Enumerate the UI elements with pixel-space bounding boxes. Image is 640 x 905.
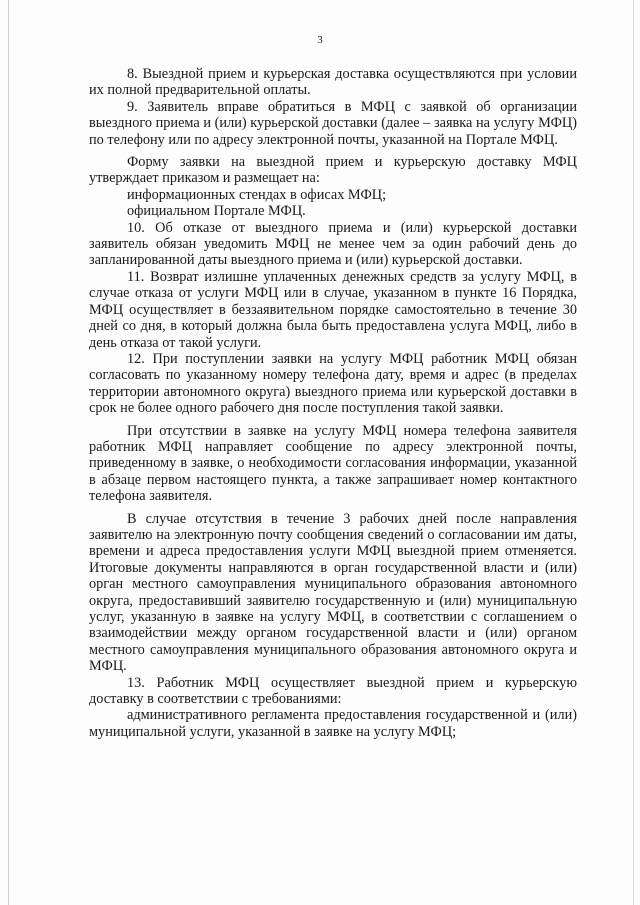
paragraph-9: 9. Заявитель вправе обратиться в МФЦ с заявкой об организации выездного приема и (или) курьерской доставки (далее – заявка на услугу МФЦ) по телефону или по адресу электронной почты, указанной на Портале МФЦ. [89, 98, 577, 148]
list-item-admin-regulation: административного регламента предоставления государственной и (или) муниципальной услуги, указанной в заявке на услугу МФЦ; [89, 707, 577, 740]
list-item-portal: официальном Портале МФЦ. [127, 203, 306, 220]
page-number: 3 [317, 34, 323, 46]
paragraph-13: 13. Работник МФЦ осуществляет выездной прием и курьерскую доставку в соответствии с требованиями: [89, 674, 577, 708]
scan-edge-left [8, 0, 9, 905]
list-item-info-stands: информационных стендах в офисах МФЦ; [127, 186, 387, 203]
scan-edge-right [633, 0, 634, 905]
paragraph-12-no-response: В случае отсутствия в течение 3 рабочих дней после направления заявителю на электронную почту сообщения сведений о согласовании им даты, времени и адреса предоставления услуги МФЦ выездной прием отменяется. Итоговые документы направляются в орган государственной власти и (или) орган местного самоуправления муниципального образования автономного округа, предоставивший заявителю государственную и (или) муниципальную услуг, указанную в заявке на услугу МФЦ, в соответствии с соглашением о взаимодействии между органом государственной власти и (или) органом местного самоуправления муниципального образования автономного округа и МФЦ. [89, 510, 577, 675]
paragraph-form-intro: Форму заявки на выездной прием и курьерскую доставку МФЦ утверждает приказом и размещает на: [89, 154, 577, 187]
paragraph-10: 10. Об отказе от выездного приема и (или) курьерской доставки заявитель обязан уведомить МФЦ не менее чем за один рабочий день до запланированной даты выездного приема и (или) курьерской доставки. [89, 219, 577, 269]
document-body [89, 66, 577, 740]
paragraph-12-no-phone: При отсутствии в заявке на услугу МФЦ номера телефона заявителя работник МФЦ направляет сообщение по адресу электронной почты, приведенному в заявке, о необходимости согласования информации, указанной в абзаце первом настоящего пункта, а также запрашивает номер контактного телефона заявителя. [89, 422, 577, 505]
paragraph-8: 8. Выездной прием и курьерская доставка осуществляются при условии их полной предварительной оплаты. [89, 66, 577, 99]
paragraph-11: 11. Возврат излишне уплаченных денежных средств за услугу МФЦ, в случае отказа от услуги МФЦ или в случае, указанном в пункте 16 Порядка, МФЦ осуществляет в беззаявительном порядке самостоятельно в течение 30 дней со дня, в который должна была быть предоставлена услуга МФЦ, либо в день отказа от такой услуги. [89, 268, 577, 351]
paragraph-12: 12. При поступлении заявки на услугу МФЦ работник МФЦ обязан согласовать по указанному номеру телефона дату, время и адрес (в пределах территории автономного округа) выездного приема или курьерской доставки в срок не более одного рабочего дня после поступления такой заявки. [89, 350, 577, 417]
